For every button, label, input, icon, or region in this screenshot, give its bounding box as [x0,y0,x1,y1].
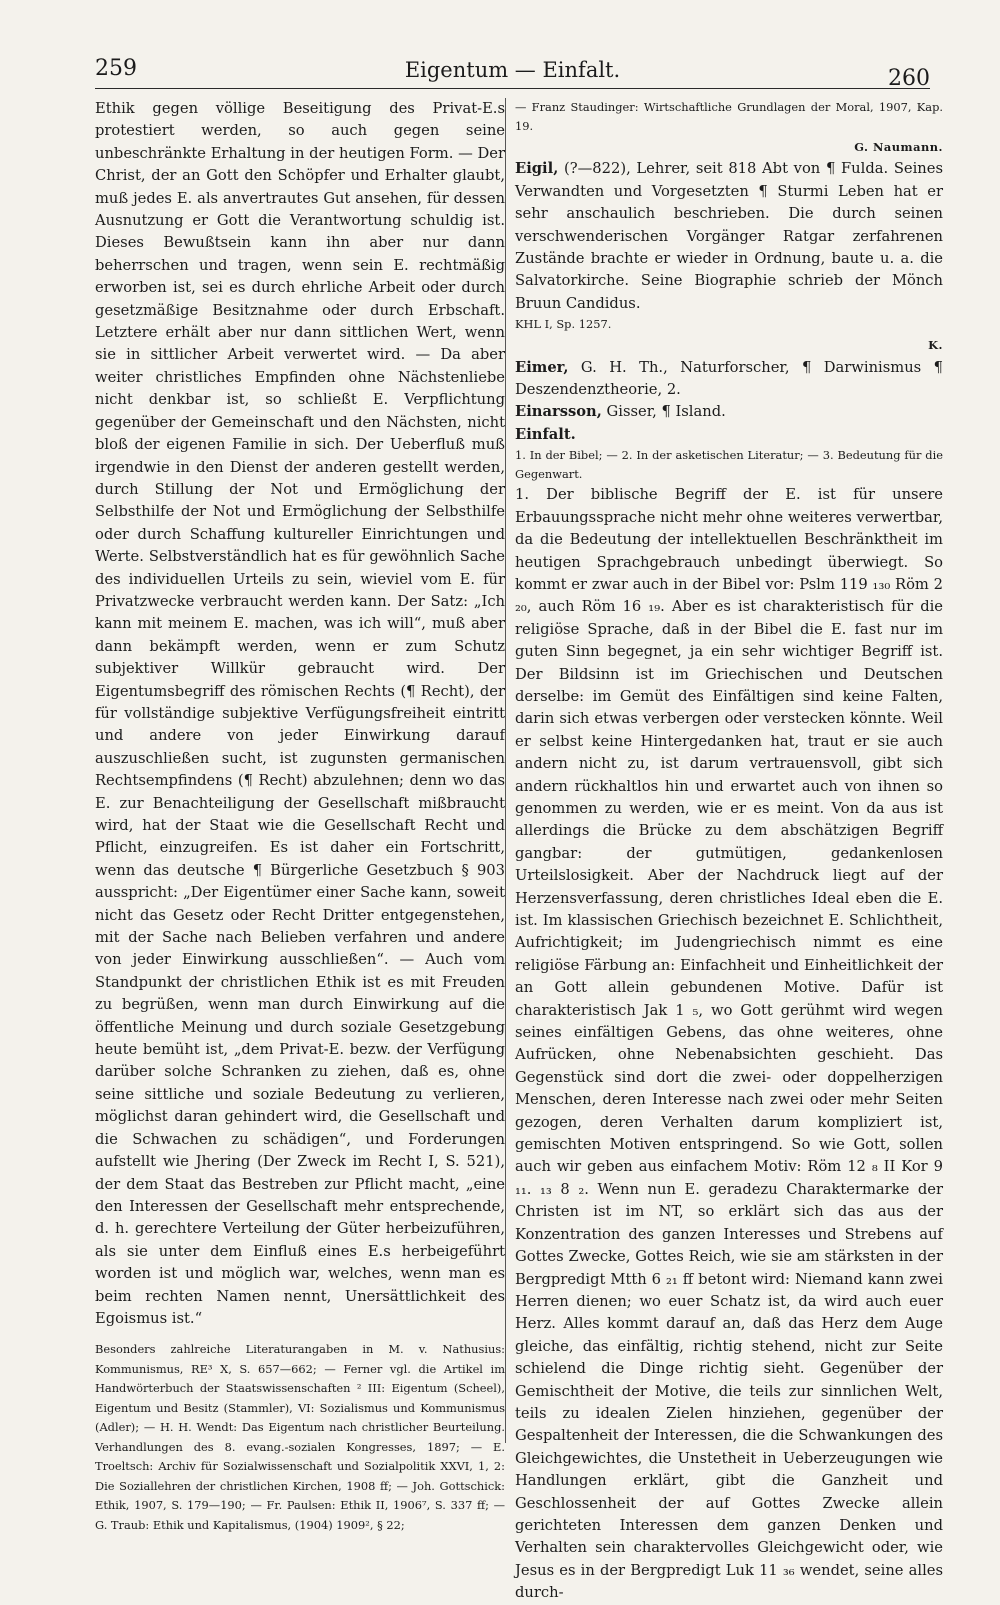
entry-einfalt [515,424,943,446]
entry-outline: 1. In der Bibel; — 2. In der asketischen Literatur; — 3. Bedeutung für die Gegenwart. [515,448,943,482]
einfalt-body-text: 1. Der biblische Begriff der E. ist für unsere Erbauungssprache nicht mehr ohne weiteres verwertbar, da die Bedeutung der intellektuellen Beschränktheit im heutigen Sprachgebrauch unbedingt überwiegt. So kommt er zwar auch in der Bibel vor: Pslm 119 ₁₃₀ Röm 2 ₂₀, auch Röm 16 ₁₉. Aber es ist charakteristisch für die religiöse Sprache, daß in der Bibel die E. fast nur im guten Sinn begegnet, ja ein sehr wichtiger Begriff ist. Der Bildsinn ist im Griechischen und Deutschen derselbe: im Gemüt des Einfältigen sind keine Falten, darin sich etwas verbergen oder verstecken könnte. Weil er selbst keine Hintergedanken hat, traut er sie auch andern nicht zu, ist darum vertrauensvoll, gibt sich andern rückhaltlos hin und erwartet auch von ihnen so genommen zu werden, wie er es meint. Von da aus ist allerdings die Brücke zu dem abschätzigen Begriff gangbar: der gutmütigen, gedankenlosen Urteilslosigkeit. Aber der Nachdruck liegt auf der Herzensverfassung, deren christliches Ideal eben die E. ist. Im klassischen Griechisch bezeichnet E. Schlichtheit, Aufrichtigkeit; im Judengriechisch nimmt es eine religiöse Färbung an: Einfachheit und Einheitlichkeit der an Gott allein gebundenen Motive. Dafür ist charakteristisch Jak 1 ₅, wo Gott gerühmt wird wegen seines einfältigen Gebens, das ohne weiteres, ohne Aufrücken, ohne Nebenabsichten geschieht. Das Gegenstück sind dort die zwei- oder doppelherzigen Menschen, deren Interesse nach zwei oder mehr Seiten gezogen, deren Verhalten darum kompliziert ist, gemischten Motiven entspringend. So wie Gott, sollen auch wir geben aus einfachem Motiv: Röm 12 ₈ II Kor 9 ₁₁. ₁₃ 8 ₂. Wenn nun E. geradezu Charaktermarke der Christen ist im NT, so erklärt sich das aus der Konzentration des ganzen Interesses und Strebens auf Gottes Zwecke, Gottes Reich, wie sie am stärksten in der Bergpredigt Mtth 6 ₂₁ ff betont wird: Niemand kann zwei Herren dienen; wo euer Schatz ist, da wird auch euer Herz. Alles kommt darauf an, daß das Herz dem Auge gleiche, das einfältig, richtig stehend, nicht zur Seite schielend die Dinge richtig sieht. Gegenüber der Gemischtheit der Motive, die teils zur sinnlichen Welt, teils zu idealen Zielen hinziehen, gegenüber der Gespaltenheit der Interessen, die die Schwankungen des Gleichgewichtes, die Unstetheit in Ueberzeugungen wie Handlungen erklärt, gibt die Ganzheit und Geschlossenheit der auf Gottes Zwecke allein gerichteten Interessen dem ganzen Denken und Verhalten sein charaktervolles Gleichgewicht oder, wie Jesus es in der Bergpredigt Luk 11 ₃₆ wendet, seine alles durch- [515,486,943,1602]
page-number-left: 259 [95,56,137,81]
entry-headword: Einfalt. [515,425,576,443]
entry-body: (?—822), Lehrer, seit 818 Abt von ¶ Fulda. Seines Verwandten und Vorgesetzten ¶ Sturmi Leben hat er sehr anschaulich beschrieben. Die durch seinen verschwenderischen Vorgänger Ratgar zerfahrenen Zustände brachte er wieder in Ordnung, baute u. a. die Salvatorkirche. Seine Biographie schrieb der Mönch Bruun Candidus. [515,160,943,312]
header-rule [95,88,930,89]
entry-body: G. H. Th., Naturforscher, ¶ Darwinismus ¶ Deszendenztheorie, 2. [515,358,943,399]
entry-headword: Einarsson, [515,403,602,421]
right-column [515,98,943,1605]
left-column [95,98,505,1535]
column-divider [505,98,506,1443]
left-body-text: Ethik gegen völlige Beseitigung des Privat-E.s protestiert werden, so auch gegen seine unbeschränkte Erhaltung in der heutigen Form. — Der Christ, der an Gott den Schöpfer und Erhalter glaubt, muß jedes E. als anvertrautes Gut ansehen, für dessen Ausnutzung er Gott die Verantwortung schuldig ist. Dieses Bewußtsein kann ihn aber nur dann beherrschen und tragen, wenn sein E. rechtmäßig erworben ist, sei es durch ehrliche Arbeit oder durch gesetzmäßige Besitznahme oder durch Erbschaft. Letztere erhält aber nur dann sittlichen Wert, wenn sie in sittlicher Arbeit verwertet wird. — Da aber weiter christliches Empfinden ohne Nächstenliebe nicht denkbar ist, so schließt E. Verpflichtung gegenüber der Gemeinschaft und den Nächsten, nicht bloß der eigenen Familie in sich. Der Ueberfluß muß irgendwie in den Dienst der anderen gestellt werden, durch Stillung der Not und Ermöglichung der Selbsthilfe der Not und Ermöglichung der Selbsthilfe oder durch Schaffung kultureller Einrichtungen und Werte. Selbstverständlich hat es für gewöhnlich Sache des individuellen Urteils zu sein, wieviel vom E. für Privatzwecke verbraucht werden kann. Der Satz: „Ich kann mit meinem E. machen, was ich will“, muß aber dann bekämpft werden, wenn er zum Schutz subjektiver Willkür gebraucht wird. Der Eigentumsbegriff des römischen Rechts (¶ Recht), der für vollständige subjektive Verfügungsfreiheit eintritt und andere von jeder Einwirkung darauf auszuschließen sucht, ist zugunsten germanischen Rechtsempfindens (¶ Recht) abzulehnen; denn wo das E. zur Benachteiligung der Gesellschaft mißbraucht wird, hat der Staat wie die Gesellschaft Recht und Pflicht, einzugreifen. Es ist daher ein Fortschritt, wenn das deutsche ¶ Bürgerliche Gesetzbuch § 903 ausspricht: „Der Eigentümer einer Sache kann, soweit nicht das Gesetz oder Recht Dritter entgegenstehen, mit der Sache nach Belieben verfahren und andere von jeder Einwirkung ausschließen“. — Auch vom Standpunkt der christlichen Ethik ist es mit Freuden zu begrüßen, wenn man durch Einwirkung auf die öffentliche Meinung und durch soziale Gesetzgebung heute bemüht ist, „dem Privat-E. bezw. der Verfügung darüber solche Schranken zu ziehen, daß es, ohne seine sittliche und soziale Bedeutung zu verlieren, möglichst daran gehindert wird, die Gesellschaft und die Schwachen zu schädigen“, und Forderungen aufstellt wie Jhering (Der Zweck im Recht I, S. 521), der dem Staat das Bestreben zur Pflicht macht, „eine den Interessen der Gesellschaft mehr entsprechende, d. h. gerechtere Verteilung der Güter herbeizuführen, als sie unter dem Einfluß eines E.s herbeigeführt worden ist und möglich war, welches, wenn man es beim rechten Namen nennt, Unersättlichkeit des Egoismus ist.“ [95,100,505,1327]
article-author: G. Naumann. [854,140,943,154]
entry-eimer [515,357,943,402]
page-header [95,52,930,92]
entry-headword: Eimer, [515,358,569,376]
entry-body: Gisser, ¶ Island. [601,403,726,421]
reference-continuation: — Franz Staudinger: Wirtschaftliche Grundlagen der Moral, 1907, Kap. 19. [515,100,943,133]
entry-headword: Eigil, [515,160,559,178]
literature-note: Besonders zahlreiche Literaturangaben in M. v. Nathusius: Kommunismus, RE³ X, S. 657—662; — Ferner vgl. die Artikel im Handwörterbuch der Staatswissenschaften ² III: Eigentum (Scheel), Eigentum und Besitz (Stammler), VI: Sozialismus und Kommunismus (Adler); — H. H. Wendt: Das Eigentum nach christlicher Beurteilung. Verhandlungen des 8. evang.-sozialen Kongresses, 1897; — E. Troeltsch: Archiv für Sozialwissenschaft und Sozialpolitik XXVI, 1, 2: Die Soziallehren der christlichen Kirchen, 1908 ff; — Joh. Gottschick: Ethik, 1907, S. 179—190; — Fr. Paulsen: Ethik II, 1906⁷, S. 337 ff; — G. Traub: Ethik und Kapitalismus, (1904) 1909², § 22; [95,1342,505,1532]
page-number-right: 260 [888,66,930,91]
running-title: Eigentum — Einfalt. [404,58,621,82]
entry-reference: KHL I, Sp. 1257. [515,317,612,332]
entry-einarsson [515,401,943,423]
entry-author: K. [928,338,943,353]
entry-eigil [515,158,943,315]
